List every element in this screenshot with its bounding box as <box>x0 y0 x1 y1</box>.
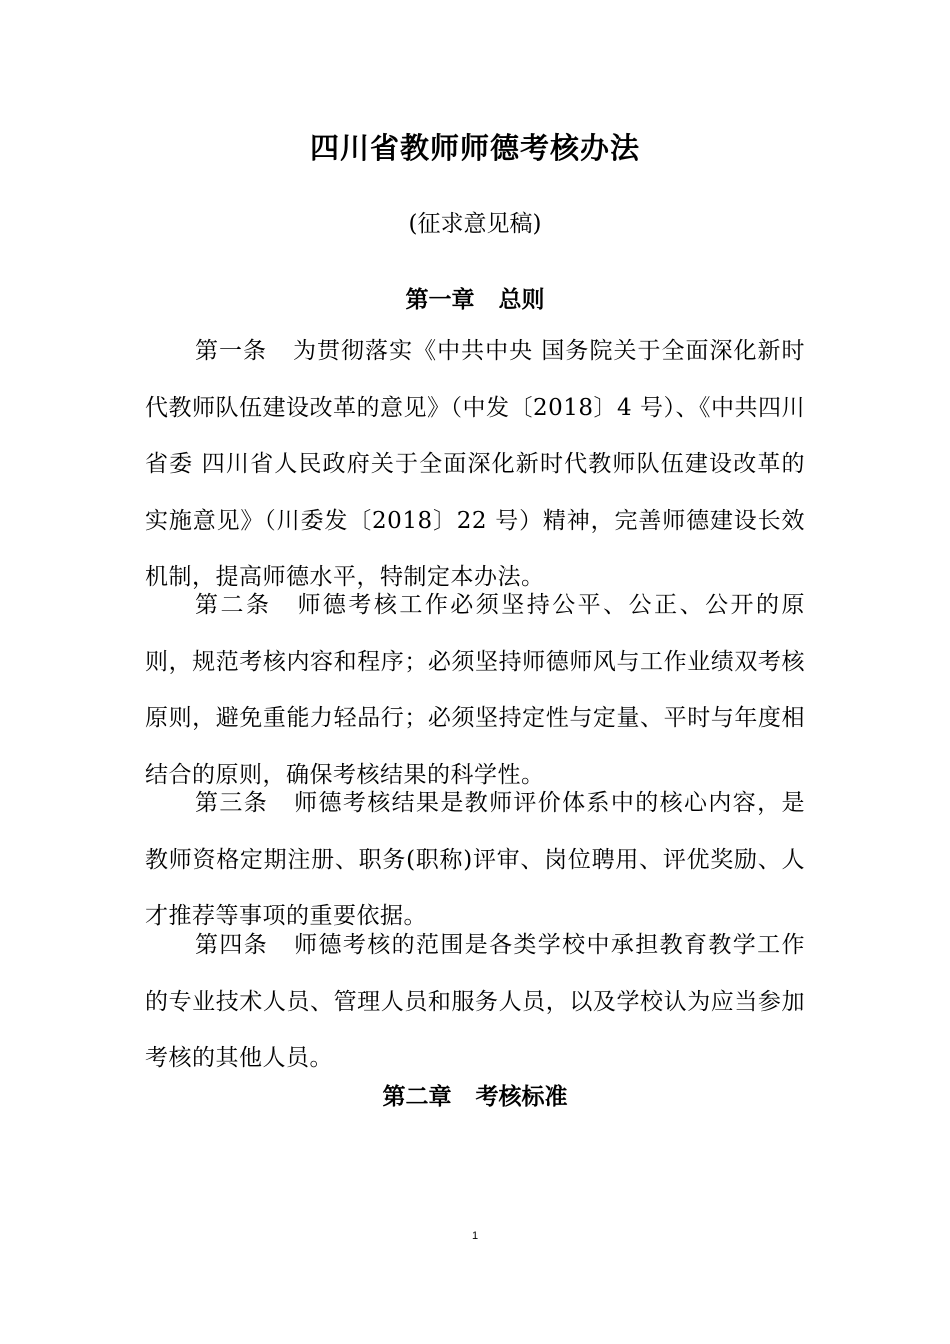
chapter-title: 考核标准 <box>475 1084 568 1110</box>
article-number: 第二条 <box>195 592 272 618</box>
chapter-number: 第一章 <box>405 287 475 313</box>
chapter-heading <box>0 1077 950 1117</box>
article-number: 第一条 <box>195 338 268 364</box>
article-text: 师德考核工作必须坚持公平、公正、公开的原则，规范考核内容和程序；必须坚持师德师风与工作业绩双考核原则，避免重能力轻品行；必须坚持定性与定量、平时与年度相结合的原则，确保考核结果的科学性。 <box>145 592 806 788</box>
page-number: 1 <box>471 1230 479 1242</box>
article-text: 为贯彻落实《中共中央 国务院关于全面深化新时代教师队伍建设改革的意见》（中发〔2018〕4 号）、《中共四川省委 四川省人民政府关于全面深化新时代教师队伍建设改革的实施意见》（川委发〔2018〕22 号）精神，完善师德建设长效机制，提高师德水平，特制定本办法。 <box>145 338 806 590</box>
document-subtitle: (征求意见稿) <box>408 211 542 237</box>
article-text: 师德考核的范围是各类学校中承担教育教学工作的专业技术人员、管理人员和服务人员，以及学校认为应当参加考核的其他人员。 <box>145 932 806 1071</box>
article-number: 第三条 <box>195 790 269 816</box>
article-paragraph <box>145 917 805 1087</box>
article-paragraph <box>145 323 805 606</box>
document-title: 四川省教师师德考核办法 <box>309 131 640 165</box>
article-paragraph <box>145 577 805 803</box>
chapter-title: 总则 <box>498 287 545 313</box>
chapter-heading <box>0 280 950 320</box>
article-text: 师德考核结果是教师评价体系中的核心内容，是教师资格定期注册、职务(职称)评审、岗位聘用、评优奖励、人才推荐等事项的重要依据。 <box>145 790 806 929</box>
article-number: 第四条 <box>195 932 269 958</box>
chapter-number: 第二章 <box>382 1084 452 1110</box>
